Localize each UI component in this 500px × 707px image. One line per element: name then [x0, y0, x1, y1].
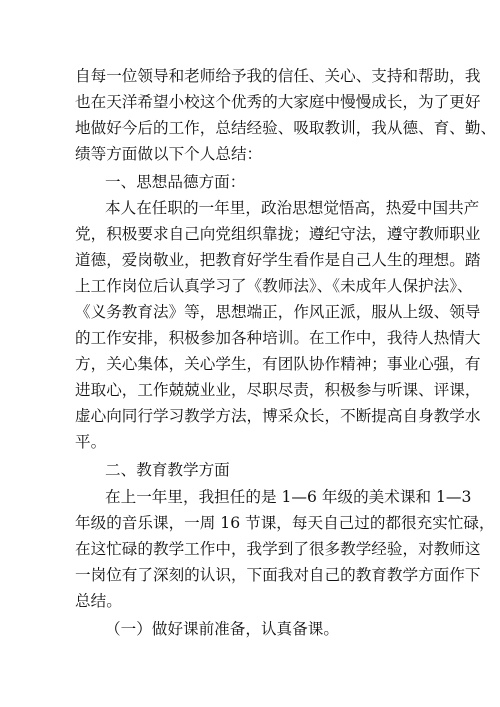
text-line: 在上一年里，我担任的是 1—6 年级的美术课和 1—3: [105, 488, 472, 506]
text-line: 地做好今后的工作，总结经验、吸取教训，我从德、育、勤、: [75, 119, 497, 137]
text-line: 本人在任职的一年里，政治思想觉悟高，热爱中国共产: [105, 199, 480, 217]
text-line: 自每一位领导和老师给予我的信任、关心、支持和帮助，我: [75, 67, 481, 85]
text-line: 虚心向同行学习教学方法，博采众长，不断提高自身教学水: [75, 407, 481, 425]
text-line: 平。: [75, 433, 107, 451]
text-line: 《义务教育法》等，思想端正，作风正派，服从上级、领导: [75, 303, 481, 321]
text-line: 在这忙碌的教学工作中，我学到了很多教学经验，对教师这: [75, 540, 481, 558]
text-line: 也在天洋希望小校这个优秀的大家庭中慢慢成长，为了更好: [75, 93, 481, 111]
section-heading: 一、思想品德方面：: [105, 173, 246, 191]
text-line: 党，积极要求自己向党组织靠拢；遵纪守法，遵守教师职业: [75, 225, 481, 243]
text-line: 方，关心集体，关心学生，有团队协作精神；事业心强，有: [75, 355, 481, 373]
text-line: 一岗位有了深刻的认识，下面我对自己的教育教学方面作下: [75, 566, 481, 584]
text-line: 上工作岗位后认真学习了《教师法》、《未成年人保护法》、: [75, 277, 473, 295]
text-line: 绩等方面做以下个人总结：: [75, 145, 263, 163]
text-line: 的工作安排，积极参加各种培训。在工作中，我待人热情大: [75, 329, 481, 347]
text-line: 道德，爱岗敬业，把教育好学生看作是自己人生的理想。踏: [75, 251, 481, 269]
text-line: 总结。: [75, 592, 122, 610]
section-heading: 二、教育教学方面: [105, 461, 230, 479]
text-line: 进取心，工作兢兢业业，尽职尽责，积极参与听课、评课，: [75, 381, 481, 399]
text-line: 年级的音乐课，一周 16 节课，每天自己过的都很充实忙碌，: [75, 514, 495, 532]
subsection-heading: （一）做好课前准备，认真备课。: [105, 620, 339, 638]
